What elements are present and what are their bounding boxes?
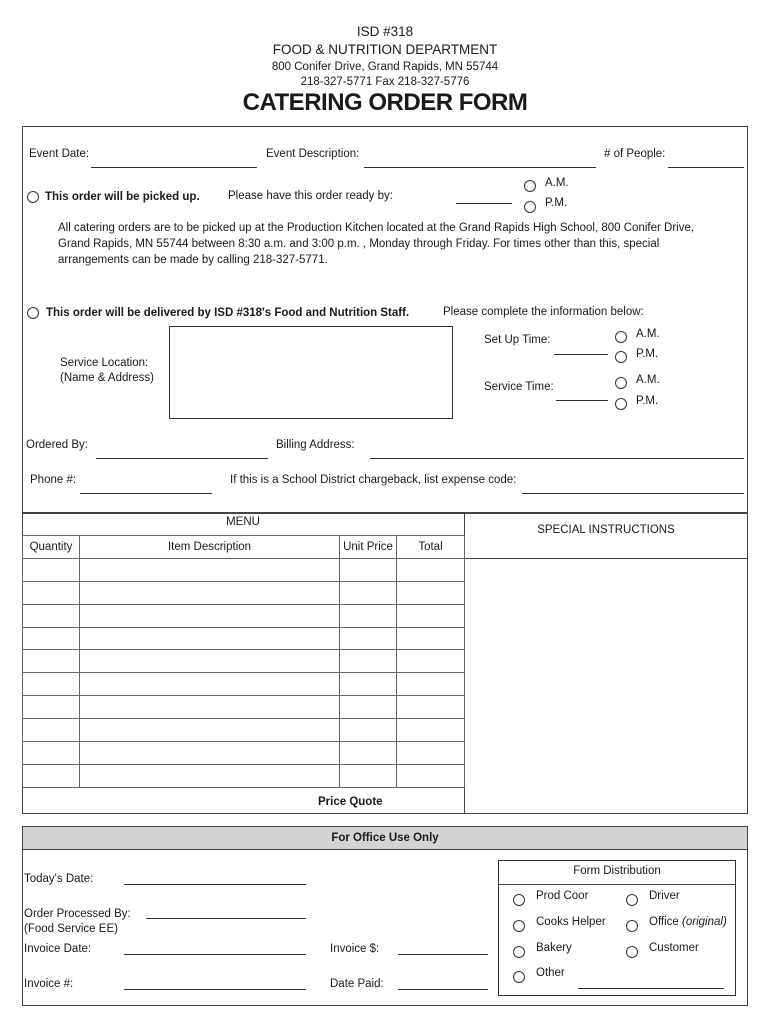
total-cell[interactable] bbox=[397, 627, 465, 650]
quantity-cell[interactable] bbox=[23, 742, 80, 765]
item-description-cell[interactable] bbox=[80, 696, 340, 719]
date-paid-label: Date Paid: bbox=[330, 978, 384, 990]
setup-time-label: Set Up Time: bbox=[484, 334, 551, 346]
department-title: FOOD & NUTRITION DEPARTMENT bbox=[272, 42, 498, 57]
unit-price-cell[interactable] bbox=[340, 650, 397, 673]
item-description-cell[interactable] bbox=[80, 764, 340, 787]
total-cell[interactable] bbox=[397, 742, 465, 765]
quantity-cell[interactable] bbox=[23, 719, 80, 742]
special-instructions-title: SPECIAL INSTRUCTIONS bbox=[537, 524, 675, 536]
pickup-radio[interactable] bbox=[27, 191, 39, 203]
office-text: Office bbox=[649, 916, 679, 928]
todays-date-label: Today's Date: bbox=[24, 873, 94, 885]
total-cell[interactable] bbox=[397, 673, 465, 696]
setup-am-radio[interactable] bbox=[615, 331, 627, 343]
unit-price-cell[interactable] bbox=[340, 696, 397, 719]
people-count-field[interactable] bbox=[668, 167, 744, 168]
total-cell[interactable] bbox=[397, 696, 465, 719]
order-processed-label: Order Processed By: bbox=[24, 908, 131, 920]
chargeback-label: If this is a School District chargeback, list expense code: bbox=[230, 474, 517, 486]
col-quantity: Quantity bbox=[23, 536, 80, 559]
event-description-field[interactable] bbox=[364, 167, 596, 168]
item-description-cell[interactable] bbox=[80, 604, 340, 627]
form-title: CATERING ORDER FORM bbox=[242, 89, 528, 116]
distribution-divider bbox=[498, 884, 736, 885]
pickup-note: All catering orders are to be picked up at the Production Kitchen located at the Grand Rapids High School, 800 Conifer Drive, Grand Rapids, MN 55744 between 8:30 a.m. and 3:00 p.m. , Monday through Friday. For times other than this, special arrangements can be made by calling 218-327-5771. bbox=[58, 222, 695, 266]
special-instructions-field[interactable] bbox=[465, 559, 747, 813]
quantity-cell[interactable] bbox=[23, 558, 80, 581]
ordered-by-label: Ordered By: bbox=[26, 439, 88, 451]
service-am-label: A.M. bbox=[636, 374, 660, 386]
setup-pm-label: P.M. bbox=[636, 348, 659, 360]
ready-by-label: Please have this order ready by: bbox=[228, 190, 393, 202]
invoice-number-label: Invoice #: bbox=[24, 978, 74, 990]
col-total: Total bbox=[397, 536, 465, 559]
bakery-label: Bakery bbox=[536, 942, 572, 954]
service-location-input[interactable] bbox=[169, 326, 453, 419]
department-phone-fax: 218-327-5771 Fax 218-327-5776 bbox=[300, 76, 470, 88]
total-cell[interactable] bbox=[397, 581, 465, 604]
total-cell[interactable] bbox=[397, 604, 465, 627]
pickup-pm-label: P.M. bbox=[545, 197, 568, 209]
menu-row bbox=[23, 719, 465, 742]
item-description-cell[interactable] bbox=[80, 650, 340, 673]
unit-price-cell[interactable] bbox=[340, 719, 397, 742]
order-processed-field[interactable] bbox=[146, 918, 306, 919]
order-details-box bbox=[22, 126, 748, 514]
driver-radio[interactable] bbox=[626, 894, 638, 906]
other-radio[interactable] bbox=[513, 971, 525, 983]
menu-row bbox=[23, 742, 465, 765]
item-description-cell[interactable] bbox=[80, 627, 340, 650]
col-unit-price: Unit Price bbox=[340, 536, 397, 559]
quantity-cell[interactable] bbox=[23, 604, 80, 627]
office-label bbox=[649, 916, 727, 928]
service-time-field[interactable] bbox=[556, 400, 608, 401]
customer-radio[interactable] bbox=[626, 946, 638, 958]
prod-coor-label: Prod Coor bbox=[536, 890, 589, 902]
menu-row bbox=[23, 558, 465, 581]
driver-label: Driver bbox=[649, 890, 680, 902]
quantity-cell[interactable] bbox=[23, 696, 80, 719]
invoice-date-label: Invoice Date: bbox=[24, 943, 92, 955]
menu-row bbox=[23, 673, 465, 696]
other-label: Other bbox=[536, 967, 565, 979]
distribution-title: Form Distribution bbox=[573, 865, 661, 877]
unit-price-cell[interactable] bbox=[340, 742, 397, 765]
pickup-am-radio[interactable] bbox=[524, 180, 536, 192]
item-description-cell[interactable] bbox=[80, 558, 340, 581]
total-cell[interactable] bbox=[397, 558, 465, 581]
menu-row bbox=[23, 604, 465, 627]
quantity-cell[interactable] bbox=[23, 627, 80, 650]
event-description-label: Event Description: bbox=[266, 148, 360, 160]
quantity-cell[interactable] bbox=[23, 581, 80, 604]
menu-title: MENU bbox=[226, 516, 260, 528]
ordered-by-field[interactable] bbox=[96, 458, 268, 459]
office-original-text: (original) bbox=[682, 916, 727, 928]
unit-price-cell[interactable] bbox=[340, 627, 397, 650]
department-address: 800 Conifer Drive, Grand Rapids, MN 55744 bbox=[271, 61, 499, 73]
item-description-cell[interactable] bbox=[80, 742, 340, 765]
todays-date-field[interactable] bbox=[124, 884, 306, 885]
billing-address-label: Billing Address: bbox=[276, 439, 355, 451]
food-service-label: (Food Service EE) bbox=[24, 923, 118, 935]
unit-price-cell[interactable] bbox=[340, 764, 397, 787]
billing-address-field[interactable] bbox=[370, 458, 744, 459]
total-cell[interactable] bbox=[397, 764, 465, 787]
ready-by-field[interactable] bbox=[456, 203, 512, 204]
quantity-cell[interactable] bbox=[23, 764, 80, 787]
complete-info-label: Please complete the information below: bbox=[443, 306, 644, 318]
item-description-cell[interactable] bbox=[80, 719, 340, 742]
invoice-date-field[interactable] bbox=[124, 954, 306, 955]
setup-pm-radio[interactable] bbox=[615, 351, 627, 363]
unit-price-cell[interactable] bbox=[340, 581, 397, 604]
delivery-label: This order will be delivered by ISD #318's Food and Nutrition Staff. bbox=[46, 307, 410, 319]
unit-price-cell[interactable] bbox=[340, 673, 397, 696]
invoice-amount-label: Invoice $: bbox=[330, 943, 380, 955]
total-cell[interactable] bbox=[397, 650, 465, 673]
service-am-radio[interactable] bbox=[615, 377, 627, 389]
district-title: ISD #318 bbox=[356, 24, 414, 39]
unit-price-cell[interactable] bbox=[340, 604, 397, 627]
office-use-title: For Office Use Only bbox=[23, 827, 747, 850]
people-count-label: # of People: bbox=[604, 148, 666, 160]
name-address-label: (Name & Address) bbox=[60, 372, 154, 384]
pickup-pm-radio[interactable] bbox=[524, 201, 536, 213]
invoice-amount-field[interactable] bbox=[398, 954, 488, 955]
item-description-cell[interactable] bbox=[80, 673, 340, 696]
event-date-field[interactable] bbox=[91, 167, 257, 168]
setup-am-label: A.M. bbox=[636, 328, 660, 340]
invoice-number-field[interactable] bbox=[124, 989, 306, 990]
customer-label: Customer bbox=[649, 942, 699, 954]
service-time-label: Service Time: bbox=[484, 381, 554, 393]
date-paid-field[interactable] bbox=[398, 989, 488, 990]
item-description-cell[interactable] bbox=[80, 581, 340, 604]
office-radio[interactable] bbox=[626, 920, 638, 932]
prod-coor-radio[interactable] bbox=[513, 894, 525, 906]
cooks-helper-radio[interactable] bbox=[513, 920, 525, 932]
service-location-label: Service Location: bbox=[60, 357, 149, 369]
quantity-cell[interactable] bbox=[23, 673, 80, 696]
delivery-radio[interactable] bbox=[27, 307, 39, 319]
other-field[interactable] bbox=[578, 988, 724, 989]
form-distribution-box bbox=[498, 860, 736, 996]
menu-row bbox=[23, 650, 465, 673]
bakery-radio[interactable] bbox=[513, 946, 525, 958]
menu-table bbox=[22, 535, 465, 788]
quantity-cell[interactable] bbox=[23, 650, 80, 673]
phone-field[interactable] bbox=[80, 493, 212, 494]
service-pm-radio[interactable] bbox=[615, 398, 627, 410]
unit-price-cell[interactable] bbox=[340, 558, 397, 581]
price-quote-label: Price Quote bbox=[318, 796, 383, 808]
pickup-label: This order will be picked up. bbox=[45, 191, 200, 203]
cooks-helper-label: Cooks Helper bbox=[536, 916, 606, 928]
col-item-description: Item Description bbox=[80, 536, 340, 559]
menu-row bbox=[23, 696, 465, 719]
expense-code-field[interactable] bbox=[522, 493, 744, 494]
menu-row bbox=[23, 764, 465, 787]
menu-header-row bbox=[23, 536, 465, 559]
pickup-am-label: A.M. bbox=[545, 177, 569, 189]
service-pm-label: P.M. bbox=[636, 395, 659, 407]
total-cell[interactable] bbox=[397, 719, 465, 742]
event-date-label: Event Date: bbox=[29, 148, 90, 160]
menu-row bbox=[23, 627, 465, 650]
phone-label: Phone #: bbox=[30, 474, 77, 486]
menu-row bbox=[23, 581, 465, 604]
setup-time-field[interactable] bbox=[554, 354, 608, 355]
